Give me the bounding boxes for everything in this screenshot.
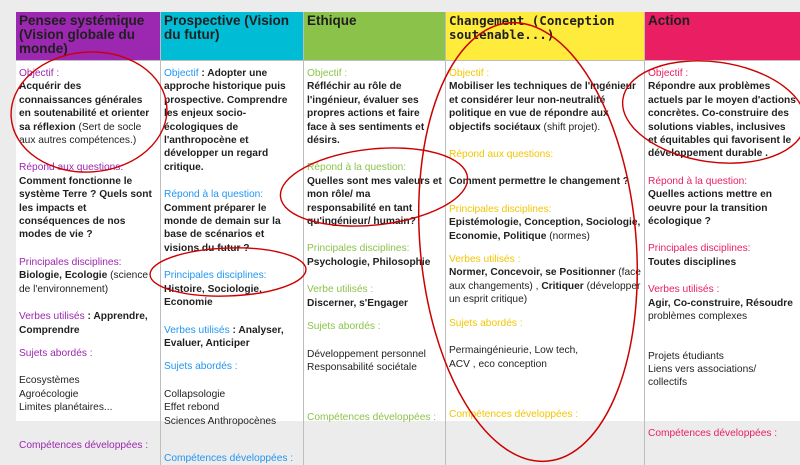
- competences-sheet: [16, 12, 800, 464]
- sujet-item: Responsabilité sociétale: [307, 361, 417, 373]
- column-body: [645, 61, 800, 440]
- sujet-item: Effet rebond: [164, 402, 220, 414]
- disciplines-text: Psychologie, Philosophie: [307, 256, 431, 268]
- verbes-note: problèmes complexes: [648, 311, 748, 323]
- competences-table: [16, 12, 800, 464]
- question-text: Comment fonctionne le système Terre ? Quels sont les impacts et conséquences de nos modes de vie ?: [19, 175, 152, 241]
- column-header: Prospective (Vision du futur): [161, 12, 303, 61]
- column-changement: [446, 12, 645, 465]
- column-header: Ethique: [304, 12, 445, 61]
- sujets-label: Sujets abordés :: [449, 317, 523, 329]
- sujet-item: Projets étudiants: [648, 350, 724, 362]
- objectif-label: Objectif :: [449, 68, 490, 79]
- verbes-text: Normer, Concevoir, se Positionner: [449, 267, 616, 279]
- verbes-text: : Analyser, Evaluer, Anticiper: [164, 324, 284, 349]
- competences-label: Compétences développées :: [307, 412, 437, 424]
- competences-label: Compétences développées :: [164, 452, 294, 464]
- column-prospective: [161, 12, 304, 465]
- column-body: [446, 61, 644, 421]
- disciplines-note: (science de l'environnement): [19, 270, 149, 295]
- verbes-label: Verbes utilisés: [164, 324, 230, 336]
- verbes-note-2: (développer un esprit critique): [449, 280, 641, 306]
- objectif-text: Acquérir des connaissances générales en soutenabilité et orienter sa réflexion: [19, 81, 150, 133]
- disciplines-text: Histoire, Sociologie, Economie: [164, 283, 262, 309]
- question-label: Répond à la question:: [307, 162, 407, 174]
- competences-label: Compétences développées :: [449, 408, 579, 420]
- sujet-item: Développement personnel: [307, 348, 426, 360]
- sujet-item: Limites planétaires...: [19, 402, 113, 414]
- verbes-text: Discerner, s'Engager: [307, 297, 408, 309]
- question-label: Répond à la question:: [164, 189, 264, 201]
- objectif-label: Objectif :: [19, 68, 60, 79]
- objectif-text: : Adopter une approche historique puis prospective. Comprendre les enjeux socio-écologiques de l'anthropocène et développer un regard critique.: [164, 68, 288, 173]
- column-header: Action: [645, 12, 800, 61]
- question-text: Quelles actions mettre en oeuvre pour la transition écologique ?: [648, 189, 772, 228]
- objectif-label: Objectif: [164, 68, 199, 79]
- column-body: [16, 61, 160, 452]
- question-text: Quelles sont mes valeurs et mon rôle/ ma responsabilité en tant qu'ingénieur/ humain?: [307, 175, 442, 228]
- objectif-note: (Sert de socle aux autres compétences.): [19, 121, 142, 147]
- verbes-text: : Apprendre, Comprendre: [19, 311, 148, 336]
- column-action: [645, 12, 800, 465]
- sujets-label: Sujets abordés :: [164, 361, 238, 373]
- disciplines-text: Epistémologie, Conception, Sociologie, Economie, Politique: [449, 217, 641, 242]
- column-header: Pensee systémique (Vision globale du monde): [16, 12, 160, 61]
- question-text: Comment préparer le monde de demain sur la base de scénarios et visions du futur ?: [164, 202, 281, 254]
- column-ethique: [304, 12, 446, 465]
- sujet-item: Liens vers associations/ collectifs: [648, 363, 757, 389]
- question-text: Comment permettre le changement ?: [449, 176, 630, 188]
- disciplines-note: (normes): [546, 230, 590, 242]
- column-header: Changement (Conception soutenable...): [446, 12, 644, 61]
- verbes-label: Verbe utilisés :: [307, 284, 374, 296]
- sujet-item: Sciences Anthropocènes: [164, 415, 277, 427]
- sujet-item: Collapsologie: [164, 388, 226, 400]
- disciplines-label: Principales disciplines:: [648, 243, 751, 255]
- verbes-text-2: Critiquer: [541, 280, 584, 292]
- disciplines-text: Biologie, Ecologie: [19, 270, 108, 282]
- competences-label: Compétences développées :: [19, 439, 149, 451]
- objectif-text: Répondre aux problèmes actuels par le moyen d'actions concrètes. Co-construire des solutions viables, inclusives et équitables qui favorisent le développement durable .: [648, 81, 796, 160]
- disciplines-label: Principales disciplines:: [449, 203, 552, 215]
- competences-label: Compétences développées :: [648, 427, 778, 439]
- disciplines-label: Principales disciplines:: [307, 243, 410, 255]
- objectif-text: Mobiliser les techniques de l'ingénieur et considérer leur non-neutralité politique en vue de répondre aux objectifs sociétaux: [449, 81, 636, 133]
- disciplines-label: Principales disciplines:: [164, 270, 267, 282]
- sujet-item: Agroécologie: [19, 388, 79, 400]
- verbes-label: Verbes utilisés: [19, 311, 85, 323]
- question-label: Répond à la question:: [648, 175, 748, 187]
- column-pensee-systemique: [16, 12, 161, 465]
- objectif-note: (shift projet).: [540, 121, 601, 133]
- sujets-label: Sujets abordés :: [19, 347, 93, 359]
- question-label: Répond aux questions:: [19, 162, 124, 174]
- objectif-label: Objectif :: [648, 68, 689, 79]
- objectif-text: Réfléchir au rôle de l'ingénieur, évaluer ses propres actions et faire face à ses sentiments et désirs.: [307, 81, 425, 147]
- disciplines-label: Principales disciplines:: [19, 256, 122, 268]
- column-body: [304, 61, 445, 425]
- objectif-label: Objectif :: [307, 68, 348, 79]
- sujet-item: ACV , eco conception: [449, 358, 547, 370]
- verbes-label: Verbes utilisés :: [449, 254, 521, 266]
- disciplines-text: Toutes disciplines: [648, 256, 737, 268]
- question-label: Répond aux questions:: [449, 149, 554, 161]
- verbes-note: (face aux changements) ,: [449, 267, 641, 292]
- column-body: [161, 61, 303, 465]
- sujet-item: Ecosystèmes: [19, 375, 80, 387]
- sujet-item: Permaingénieurie, Low tech,: [449, 345, 579, 357]
- verbes-text: Agir, Co-construire, Résoudre: [648, 297, 793, 309]
- verbes-label: Verbes utilisés :: [648, 284, 720, 296]
- sujets-label: Sujets abordés :: [307, 321, 381, 333]
